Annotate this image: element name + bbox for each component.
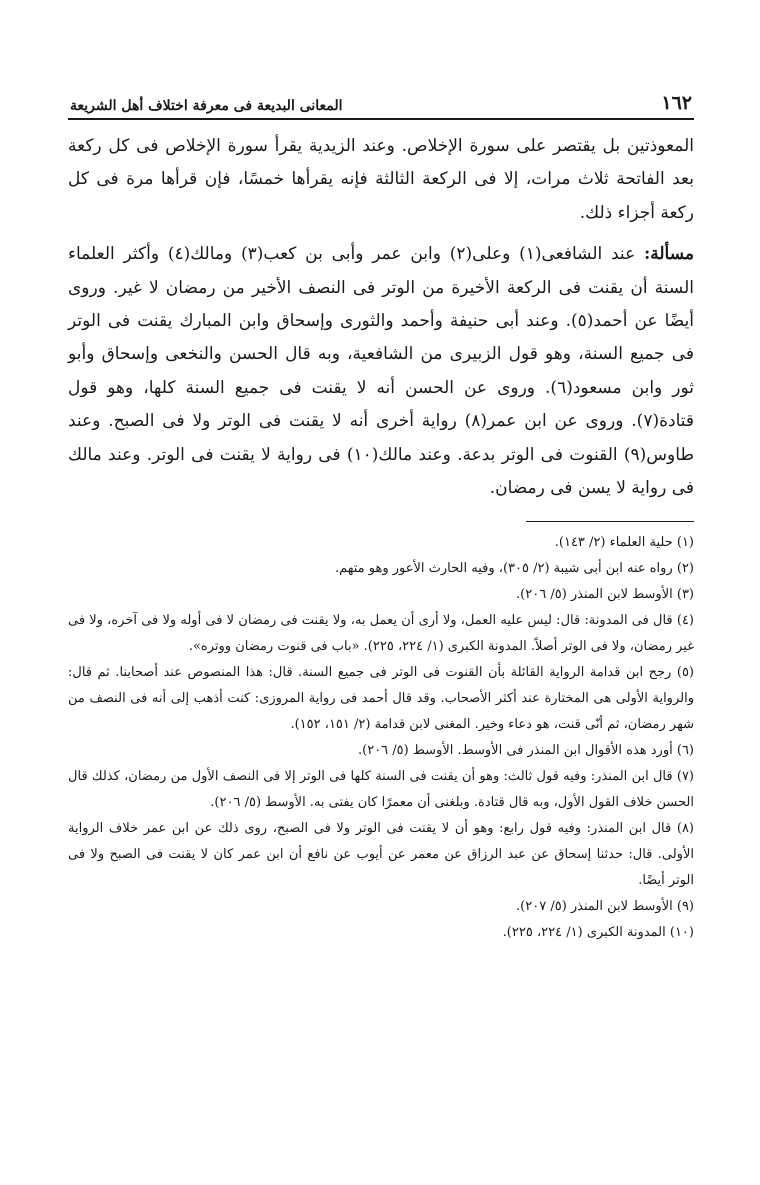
paragraph-2 <box>68 238 694 505</box>
footnote-1: (١) حلية العلماء (٢/ ١٤٣). <box>554 535 694 551</box>
footnote-9: (٩) الأوسط لابن المنذر (٥/ ٢٠٧). <box>516 899 694 915</box>
book-page <box>68 88 694 946</box>
footnote-4: (٤) قال فى المدونة: قال: ليس عليه العمل، ولا أرى أن يعمل به، ولا يقنت فى رمضان لا فى أوله ولا فى آخره، ولا فى غير رمضان، ولا فى الوتر أصلاً. المدونة الكبرى (١/ ٢٢٤، ٢٢٥). «باب فى قنوت رمضان ووتره». <box>68 613 694 655</box>
main-text <box>68 130 694 505</box>
footnotes-list <box>68 530 694 946</box>
issue-label: مسألة: <box>643 244 695 265</box>
page-number: ١٦٢ <box>661 92 692 114</box>
paragraph-2-text: عند الشافعى(١) وعلى(٢) وابن عمر وأبى بن كعب(٣) ومالك(٤) وأكثر العلماء السنة أن يقنت فى الركعة الأخيرة من الوتر فى النصف الأخير من رمضان لا غير. وروى أيضًا عن أحمد(٥). وعند أبى حنيفة وأحمد والثورى وإسحاق وابن المبارك يقنت فى الوتر فى جميع السنة، وهو قول الزبيرى من الشافعية، وبه قال الحسن والنخعى وإسحاق وأبو ثور وابن مسعود(٦). وروى عن الحسن أنه لا يقنت فى جميع السنة كلها، وهو قول قتادة(٧). وروى عن ابن عمر(٨) رواية أخرى أنه لا يقنت فى الوتر ولا فى الصبح. وعند طاوس(٩) القنوت فى الوتر بدعة. وعند مالك(١٠) فى رواية لا يقنت فى الوتر. وعند مالك فى رواية لا يسن فى رمضان. <box>68 244 695 499</box>
footnote-10: (١٠) المدونة الكبرى (١/ ٢٢٤، ٢٢٥). <box>502 925 694 941</box>
running-header <box>68 88 694 120</box>
footnote-5: (٥) رجح ابن قدامة الرواية القائلة بأن القنوت فى الوتر فى جميع السنة. قال: هذا المنصوص عند أصحابنا. ثم قال: والرواية الأولى هى المختارة عند أكثر الأصحاب. وقد قال أحمد فى رواية المروزى: كنت أذهب إلى أنه فى النصف من شهر رمضان، ثم أنّى قنت، هو دعاء وخير. المغنى لابن قدامة (٢/ ١٥١، ١٥٢). <box>68 665 694 733</box>
running-title: المعانى البديعة فى معرفة اختلاف أهل الشريعة <box>70 98 343 114</box>
paragraph-1: المعوذتين بل يقتصر على سورة الإخلاص. وعند الزيدية يقرأ سورة الإخلاص فى كل ركعة بعد الفاتحة ثلاث مرات، إلا فى الركعة الثالثة فإنه يقرأها خمسًا، فإن قرأها مرة فى كل ركعة أجزاء ذلك. <box>68 136 694 223</box>
footnote-3: (٣) الأوسط لابن المنذر (٥/ ٢٠٦). <box>516 587 694 603</box>
footnote-8: (٨) قال ابن المنذر: وفيه قول رابع: وهو أن لا يقنت فى الوتر ولا فى الصبح، روى ذلك عن ابن عمر خلاف الرواية الأولى. قال: حدثنا إسحاق عن عبد الرزاق عن معمر عن أيوب عن نافع أن ابن عمر كان لا يقنت فى الصبح ولا فى الوتر أيضًا. <box>68 821 694 889</box>
footnote-separator <box>526 521 694 522</box>
footnote-7: (٧) قال ابن المنذر: وفيه قول ثالث: وهو أن يقنت فى السنة كلها فى الوتر إلا فى النصف الأول من رمضان، كذلك قال الحسن خلاف القول الأول، وبه قال قتادة. وبلغنى أن معمرًا كان يفتى به. الأوسط (٥/ ٢٠٦). <box>68 769 694 811</box>
footnote-2: (٢) رواه عنه ابن أبى شيبة (٢/ ٣٠٥)، وفيه الحارث الأعور وهو متهم. <box>334 561 694 577</box>
footnote-6: (٦) أورد هذه الأقوال ابن المنذر فى الأوسط. الأوسط (٥/ ٢٠٦). <box>357 743 694 759</box>
